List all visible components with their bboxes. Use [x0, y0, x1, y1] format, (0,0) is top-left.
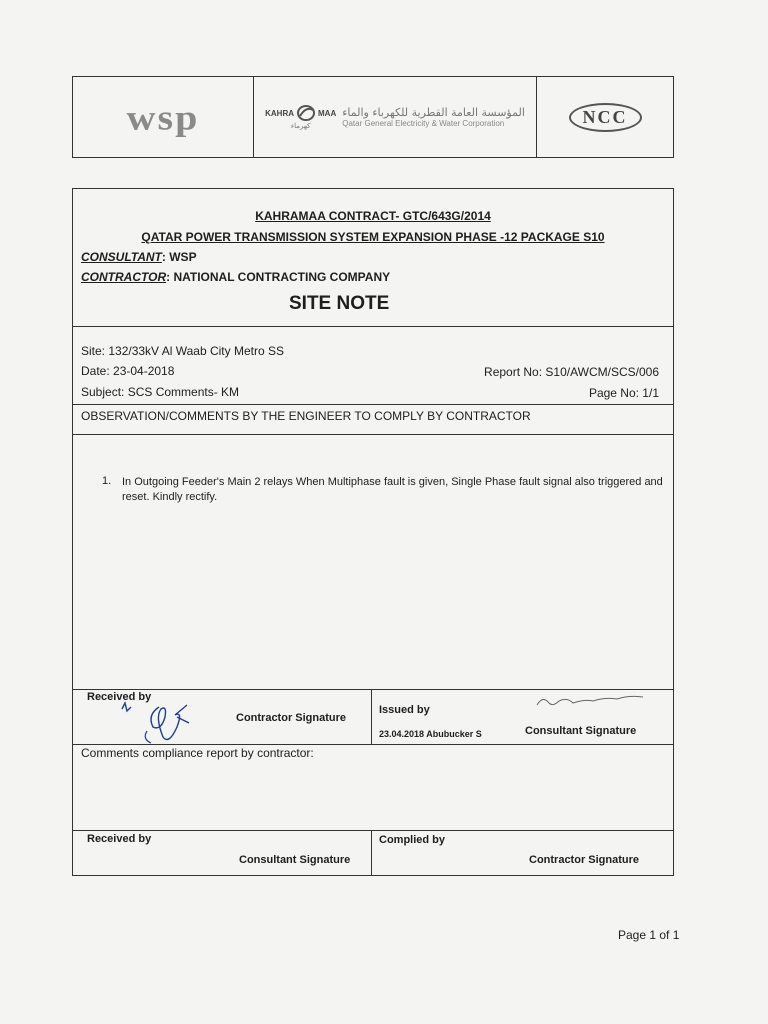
received-by-label: Received by: [87, 691, 152, 703]
site-field: Site: 132/33kV Al Waab City Metro SS: [81, 344, 284, 358]
kahramaa-emblem-icon: [296, 104, 316, 122]
divider: [73, 744, 673, 745]
issued-detail: 23.04.2018 Abubucker S: [379, 729, 482, 739]
consultant-label: CONSULTANT: [81, 250, 162, 264]
kahramaa-logo-cell: [254, 77, 537, 157]
compliance-heading: Comments compliance report by contractor:: [81, 746, 314, 760]
observation-text: In Outgoing Feeder's Main 2 relays When Multiphase fault is given, Single Phase fault signal also triggered and reset. Kindly rectify.: [122, 476, 663, 503]
consultant-signature-mark-icon: [533, 689, 649, 713]
contractor-signature-mark-icon: [117, 687, 213, 747]
page-number: Page No: 1/1: [588, 386, 659, 400]
ncc-logo: NCC: [569, 103, 642, 132]
consultant-signature-label: Consultant Signature: [525, 725, 637, 737]
divider: [371, 830, 372, 875]
ncc-logo-cell: [537, 77, 673, 157]
report-number: Report No: S10/AWCM/SCS/006: [484, 365, 659, 379]
footer-page-label: Page 1 of 1: [618, 928, 680, 942]
received-by-label-bottom: Received by: [87, 833, 152, 845]
date-field: Date: 23-04-2018: [81, 364, 175, 378]
contractor-signature-label-bottom: Contractor Signature: [529, 854, 640, 866]
consultant-signature-label-bottom: Consultant Signature: [239, 854, 351, 866]
observation-number: 1.: [102, 475, 112, 487]
project-heading: QATAR POWER TRANSMISSION SYSTEM EXPANSION PHASE -12 PACKAGE S10: [141, 230, 605, 244]
kahramaa-english-name: Qatar General Electricity & Water Corporation: [342, 119, 505, 128]
site-note-table: [72, 188, 674, 876]
contractor-label: CONTRACTOR: [81, 270, 167, 284]
kahramaa-text: [342, 106, 525, 128]
consultant-value: WSP: [169, 250, 197, 264]
kahramaa-mark-left: KAHRA: [265, 108, 295, 118]
contractor-line: CONTRACTOR: NATIONAL CONTRACTING COMPANY: [81, 270, 391, 284]
kahramaa-mark-arabic: كهرماء: [290, 123, 311, 130]
kahramaa-mark-right: MAA: [318, 108, 337, 118]
divider: [73, 830, 673, 831]
kahramaa-mark: [265, 104, 336, 130]
issued-by-label: Issued by: [379, 704, 430, 716]
consultant-line: CONSULTANT: WSP: [81, 250, 197, 264]
page-title: SITE NOTE: [289, 293, 390, 314]
divider: [73, 326, 673, 327]
logo-header-table: [72, 76, 674, 158]
wsp-logo: wsp: [126, 96, 200, 138]
wsp-logo-cell: [73, 77, 254, 157]
divider: [73, 434, 673, 435]
contractor-value: NATIONAL CONTRACTING COMPANY: [173, 270, 391, 284]
divider: [73, 404, 673, 405]
contract-heading: KAHRAMAA CONTRACT- GTC/643G/2014: [255, 209, 491, 223]
divider: [371, 689, 372, 744]
contractor-signature-label: Contractor Signature: [236, 712, 347, 724]
subject-field: Subject: SCS Comments- KM: [81, 385, 240, 399]
complied-by-label: Complied by: [379, 834, 446, 846]
kahramaa-logo: [265, 104, 525, 130]
kahramaa-arabic-name: المؤسسة العامة القطرية للكهرباء والماء: [342, 106, 525, 119]
observation-heading: OBSERVATION/COMMENTS BY THE ENGINEER TO COMPLY BY CONTRACTOR: [81, 409, 531, 423]
